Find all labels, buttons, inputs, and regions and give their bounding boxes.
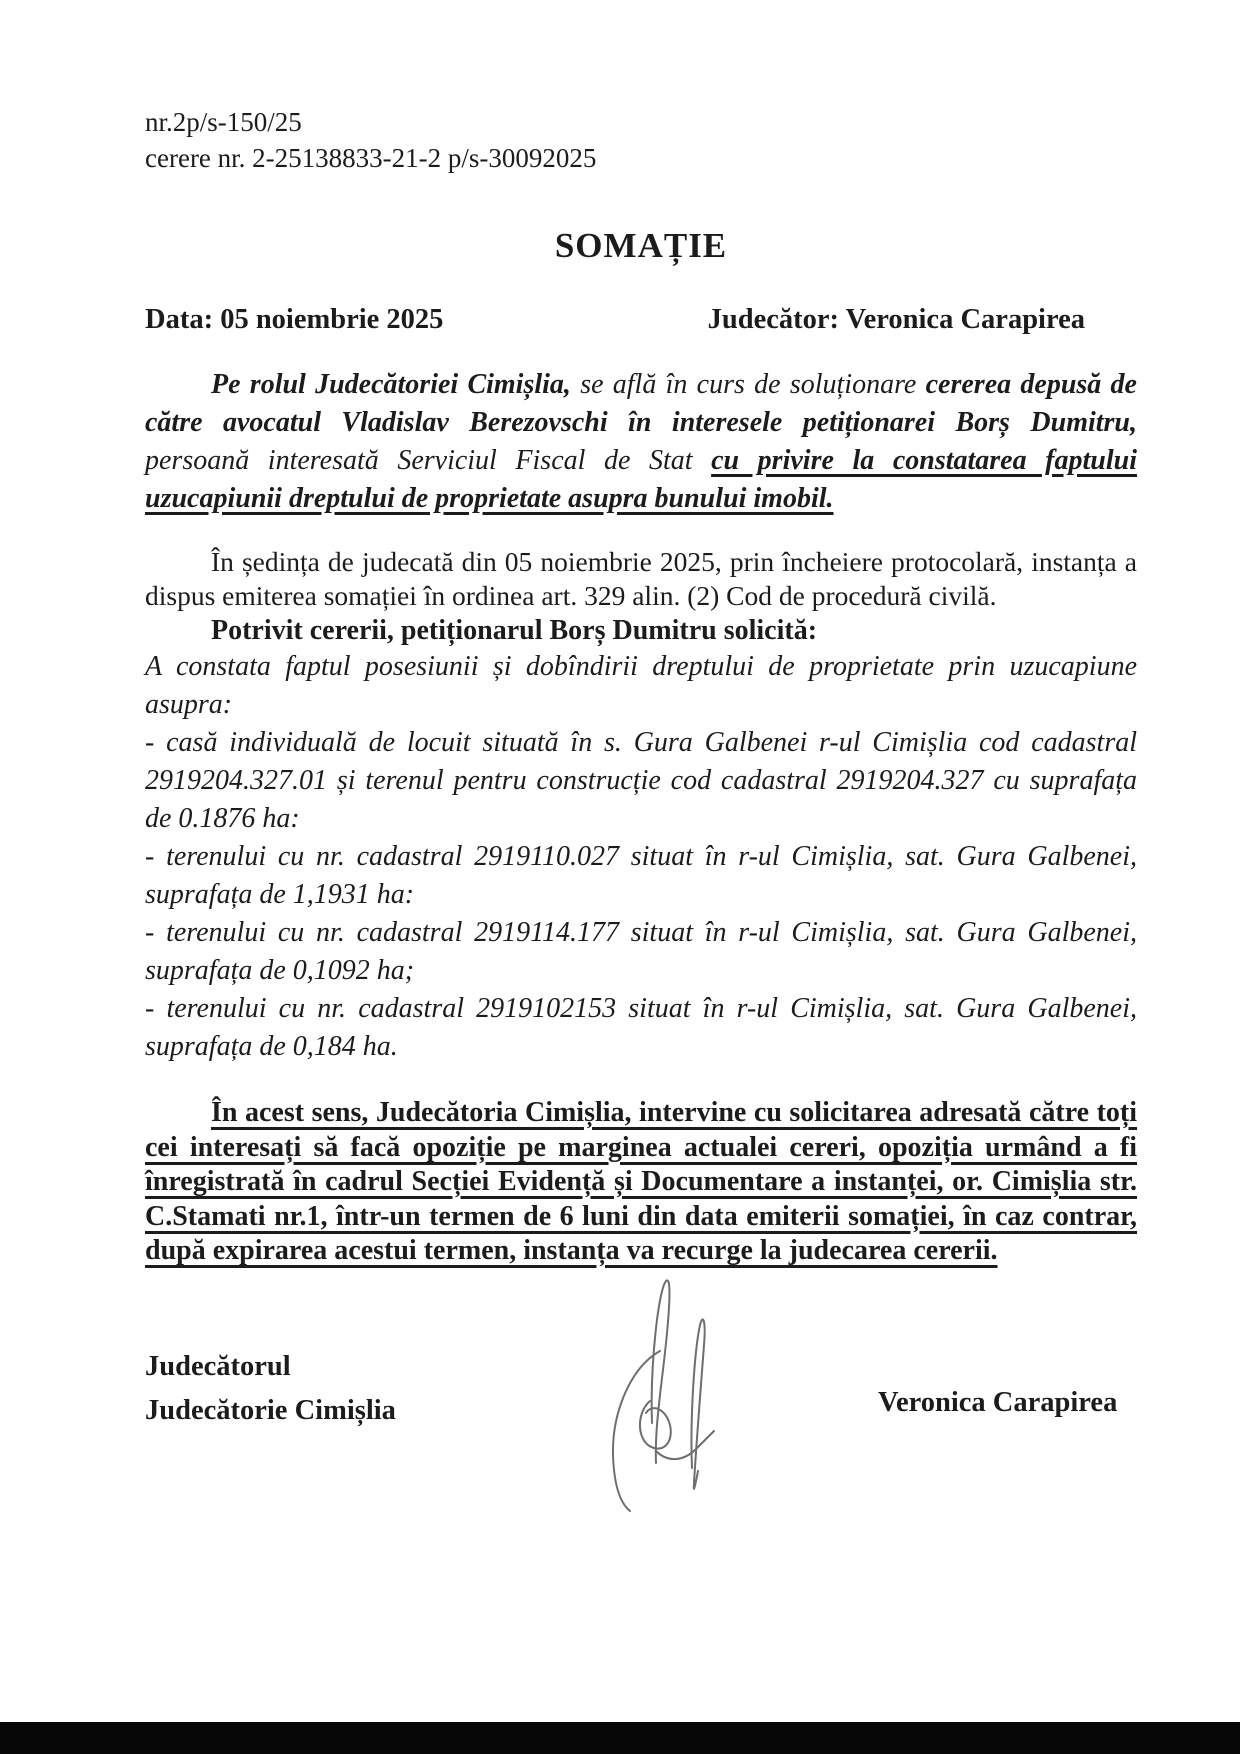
signer-role-line2: Judecătorie Cimișlia <box>145 1394 396 1426</box>
intro-subject-underlined: cu privire la constatarea faptului uzucapiunii dreptului de proprietate asupra bunului imobil. <box>145 445 1137 514</box>
list-item: - casă individuală de locuit situată în s. Gura Galbenei r-ul Cimișlia cod cadastral 2919204.327.01 și terenul pentru construcție cod cadastral 2919204.327 cu suprafața de 0.1876 ha: <box>145 727 1137 834</box>
scanner-edge-artifact <box>0 1722 1240 1754</box>
signer-role-line1: Judecătorul <box>145 1350 291 1382</box>
document-title: SOMAȚIE <box>554 226 728 265</box>
paragraph-request-heading: Potrivit cererii, petiționarul Borș Dumitru solicită: <box>211 615 818 646</box>
document-content <box>145 0 1137 1687</box>
list-item: - terenului cu nr. cadastral 2919114.177 situat în r-ul Cimișlia, sat. Gura Galbenei, suprafața de 0,1092 ha; <box>145 917 1137 986</box>
judge-label: Judecător: Veronica Carapirea <box>707 304 1085 335</box>
signer-role <box>145 1345 396 1433</box>
intro-petitioner: cererea depusă de către avocatul Vladislav Berezovschi în interesele petiționarei Borș Dumitru, <box>145 369 1137 438</box>
property-list <box>145 724 1137 1066</box>
list-item: - terenului cu nr. cadastral 2919102153 situat în r-ul Cimișlia, sat. Gura Galbenei, suprafața de 0,184 ha. <box>145 993 1137 1062</box>
paragraph-summons-notice: În acest sens, Judecătoria Cimișlia, intervine cu solicitarea adresată către toți cei interesați să facă opoziție pe marginea actualei cereri, opoziția urmând a fi înregistrată în cadrul Secției Evidență și Documentare a instanței, or. Cimișlia str. C.Stamati nr.1, într-un termen de 6 luni din data emiterii somației, în caz contrar, după expirarea acestui termen, instanța va recurge la judecarea cererii. <box>145 1097 1137 1266</box>
intro-interested-party: persoană interesată Serviciul Fiscal de Stat <box>145 445 712 476</box>
intro-status: se află în curs de soluționare <box>570 369 926 400</box>
date-label: Data: 05 noiembrie 2025 <box>145 304 444 335</box>
list-item: - terenului cu nr. cadastral 2919110.027 situat în r-ul Cimișlia, sat. Gura Galbenei, suprafața de 1,1931 ha: <box>145 841 1137 910</box>
request-number: cerere nr. 2-25138833-21-2 p/s-30092025 <box>145 143 597 173</box>
intro-court: Pe rolul Judecătoriei Cimișlia, <box>211 369 571 400</box>
signature-block <box>145 1287 1137 1687</box>
meta-row <box>145 304 1137 336</box>
paragraph-hearing: În ședința de judecată din 05 noiembrie 2025, prin încheiere protocolară, instanța a dispus emiterea somației în ordinea art. 329 alin. (2) Cod de procedură civilă. <box>145 546 1137 611</box>
paragraph-request-intro: A constata faptul posesiunii și dobîndirii dreptului de proprietate prin uzucapiune asupra: <box>145 651 1137 720</box>
case-number: nr.2p/s-150/25 <box>145 107 302 137</box>
paragraph-case-intro <box>145 366 1137 518</box>
case-reference-block <box>145 104 1137 176</box>
handwritten-signature <box>600 1273 730 1515</box>
signer-name: Veronica Carapirea <box>878 1386 1118 1418</box>
